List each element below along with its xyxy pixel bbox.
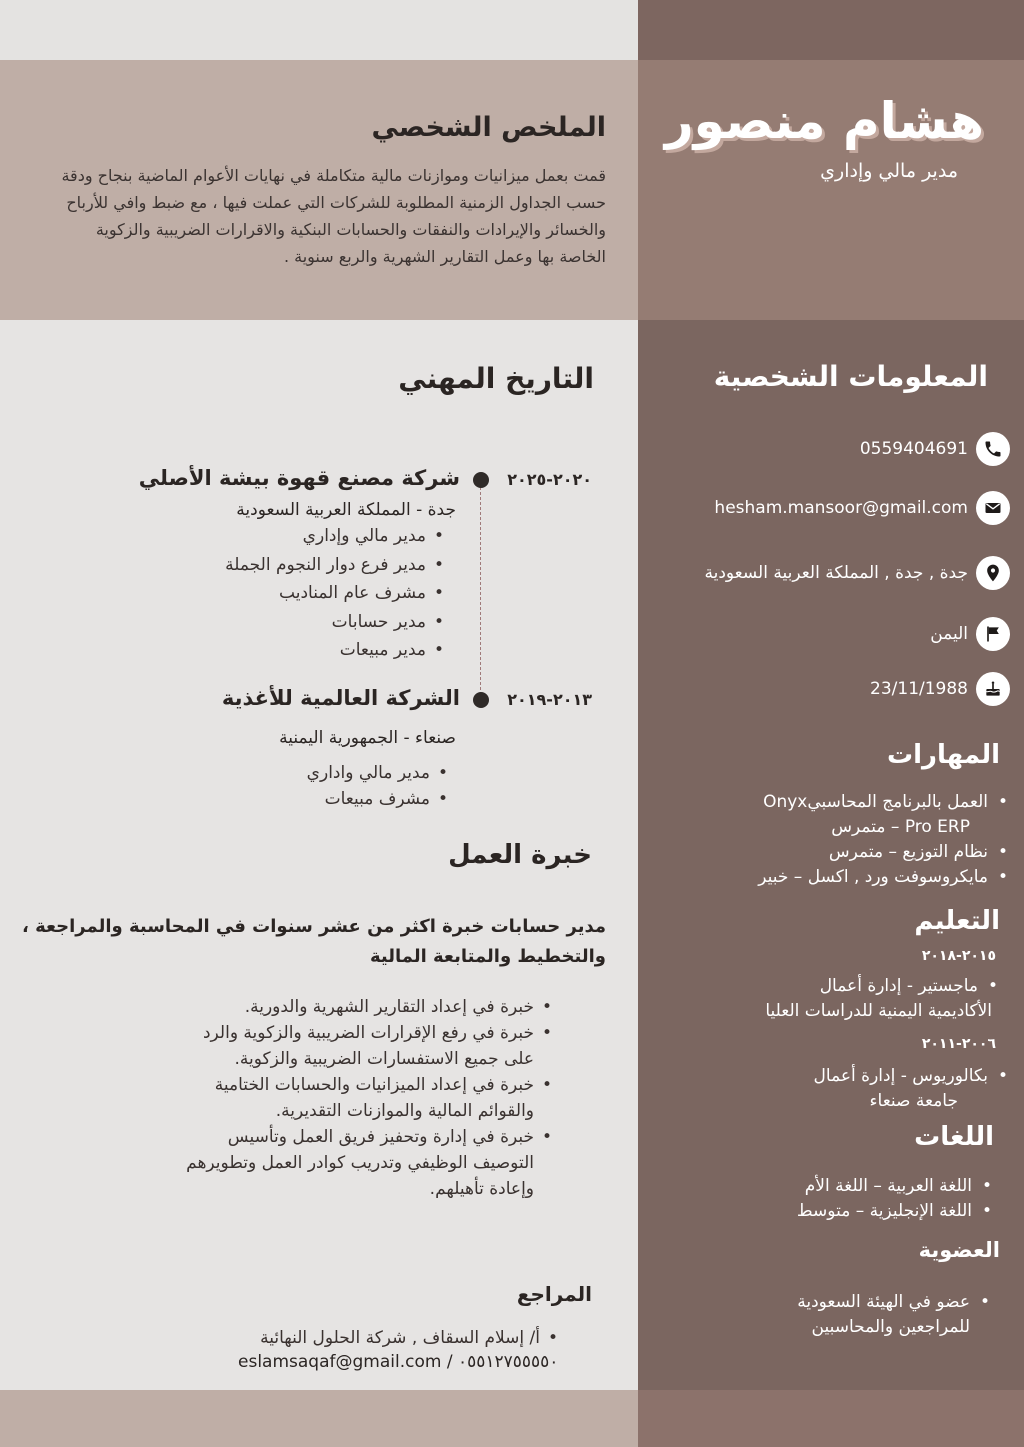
job-roles-list (225, 522, 448, 665)
school-label: جامعة صنعاء (869, 1091, 958, 1111)
job-role: • مدير مالي وإداري (225, 522, 448, 551)
job-location: جدة - المملكة العربية السعودية (236, 500, 456, 520)
job-role: • مدير مالي واداري (307, 760, 452, 786)
membership-item: • عضو في الهيئة السعودية للمراجعين والمحاسبين (742, 1290, 992, 1340)
summary-title: الملخص الشخصي (371, 112, 606, 143)
job-title: مدير مالي وإداري (820, 160, 958, 182)
degree-label: • ماجستير - إدارة أعمال (680, 974, 1000, 999)
timeline-line (480, 482, 481, 700)
references-list (182, 1325, 562, 1351)
personal-info-title: المعلومات الشخصية (713, 360, 988, 393)
languages-title: اللغات (914, 1122, 994, 1152)
birthday-cake-icon (976, 672, 1010, 706)
language-item: • اللغة الإنجليزية – متوسط (674, 1199, 994, 1224)
location-pin-icon (976, 556, 1010, 590)
skill-item: Pro ERP – متمرس (831, 817, 970, 837)
skill-item: • نظام التوزيع – متمرس (690, 840, 1010, 865)
languages-list (674, 1174, 994, 1224)
job-role: • مدير حسابات (225, 608, 448, 637)
skills-list (690, 790, 1010, 890)
school-label: الأكاديمية اليمنية للدراسات العليا (765, 1001, 992, 1021)
address-value: جدة , جدة , المملكة العربية السعودية (704, 563, 968, 583)
job-years: ٢٠١٣-٢٠١٩ (507, 690, 592, 709)
education-title: التعليم (914, 906, 1000, 936)
flag-icon (976, 617, 1010, 651)
job-role: • مدير مبيعات (225, 636, 448, 665)
timeline-dot (473, 472, 489, 488)
job-location: صنعاء - الجمهورية اليمنية (279, 728, 456, 748)
summary-text: قمت بعمل ميزانيات وموازنات مالية متكاملة في نهايات الأعوام الماضية بنجاح ودقة حسب الجداول الزمنية المطلوبة للشركات التي عملت فيها ، مع ضبط وافي للأرباح والخسائر والإيرادات والنفقات والحسابات البنكية والاقرارات الضريبية والزكوية الخاصة بها وعمل التقارير الشهرية والربع سنوية . (61, 166, 606, 266)
job-years: ٢٠٢٠-٢٠٢٥ (507, 470, 592, 489)
career-history-title: التاريخ المهني (398, 362, 594, 395)
bottom-band-right (638, 1390, 1024, 1447)
education-years-2: ٢٠٠٦-٢٠١١ (921, 1036, 996, 1052)
education-years-1: ٢٠١٥-٢٠١٨ (921, 948, 996, 964)
phone-row (860, 432, 1010, 466)
experience-item: • خبرة في إدارة وتحفيز فريق العمل وتأسيس التوصيف الوظيفي وتدريب كوادر العمل وتطويرهم وإعادة تأهيلهم. (176, 1124, 556, 1202)
job-role: • مدير فرع دوار النجوم الجملة (225, 551, 448, 580)
person-name: هشام منصور (664, 92, 984, 150)
work-experience-title: خبرة العمل (448, 840, 592, 870)
degree-label: • بكالوريوس - إدارة أعمال (690, 1064, 1010, 1089)
job-role: • مشرف عام المناديب (225, 579, 448, 608)
education-entry-1 (680, 974, 1000, 1024)
birthdate-row (870, 672, 1010, 706)
email-row (714, 491, 1010, 525)
references-title: المراجع (516, 1282, 592, 1306)
experience-item: • خبرة في رفع الإقرارات الضريبية والزكوية والرد على جميع الاستفسارات الضريبية والزكوية. (176, 1020, 556, 1072)
experience-item: • خبرة في إعداد الميزانيات والحسابات الختامية والقوائم المالية والموازنات التقديرية. (176, 1072, 556, 1124)
education-entry-2 (690, 1064, 1010, 1114)
experience-item: • خبرة في إعداد التقارير الشهرية والدورية. (176, 994, 556, 1020)
membership-title: العضوية (918, 1238, 1000, 1262)
address-row (704, 556, 1010, 590)
envelope-icon (976, 491, 1010, 525)
timeline-dot (473, 692, 489, 708)
top-band (0, 0, 638, 60)
nationality-row (930, 617, 1010, 651)
job-company: الشركة العالمية للأغذية (221, 686, 460, 710)
phone-value: 0559404691 (859, 439, 968, 459)
right-top-band (638, 0, 1024, 60)
skill-item: • مايكروسوفت ورد , اكسل – خبير (690, 865, 1010, 890)
language-item: • اللغة العربية – اللغة الأم (674, 1174, 994, 1199)
nationality-value: اليمن (930, 624, 968, 644)
phone-icon (976, 432, 1010, 466)
experience-headline: مدير حسابات خبرة اكثر من عشر سنوات في المحاسبة والمراجعة ، والتخطيط والمتابعة المالية (21, 916, 606, 967)
job-roles-list (307, 760, 452, 812)
reference-contact[interactable]: eslamsaqaf@gmail.com / ٠٥٥١٢٧٥٥٥٥٠ (238, 1352, 559, 1372)
job-role: • مشرف مبيعات (307, 786, 452, 812)
birthdate-value: 23/11/1988 (870, 679, 968, 699)
skills-title: المهارات (886, 740, 1000, 770)
membership-list (742, 1290, 992, 1340)
job-company: شركة مصنع قهوة بيشة الأصلي (138, 466, 460, 490)
bottom-band-left (0, 1390, 638, 1447)
experience-list (176, 994, 556, 1202)
skill-item: • العمل بالبرنامج المحاسبيOnyx (690, 790, 1010, 815)
reference-item: • أ/ إسلام السقاف , شركة الحلول النهائية (182, 1325, 562, 1351)
email-value[interactable]: hesham.mansoor@gmail.com (714, 498, 968, 518)
